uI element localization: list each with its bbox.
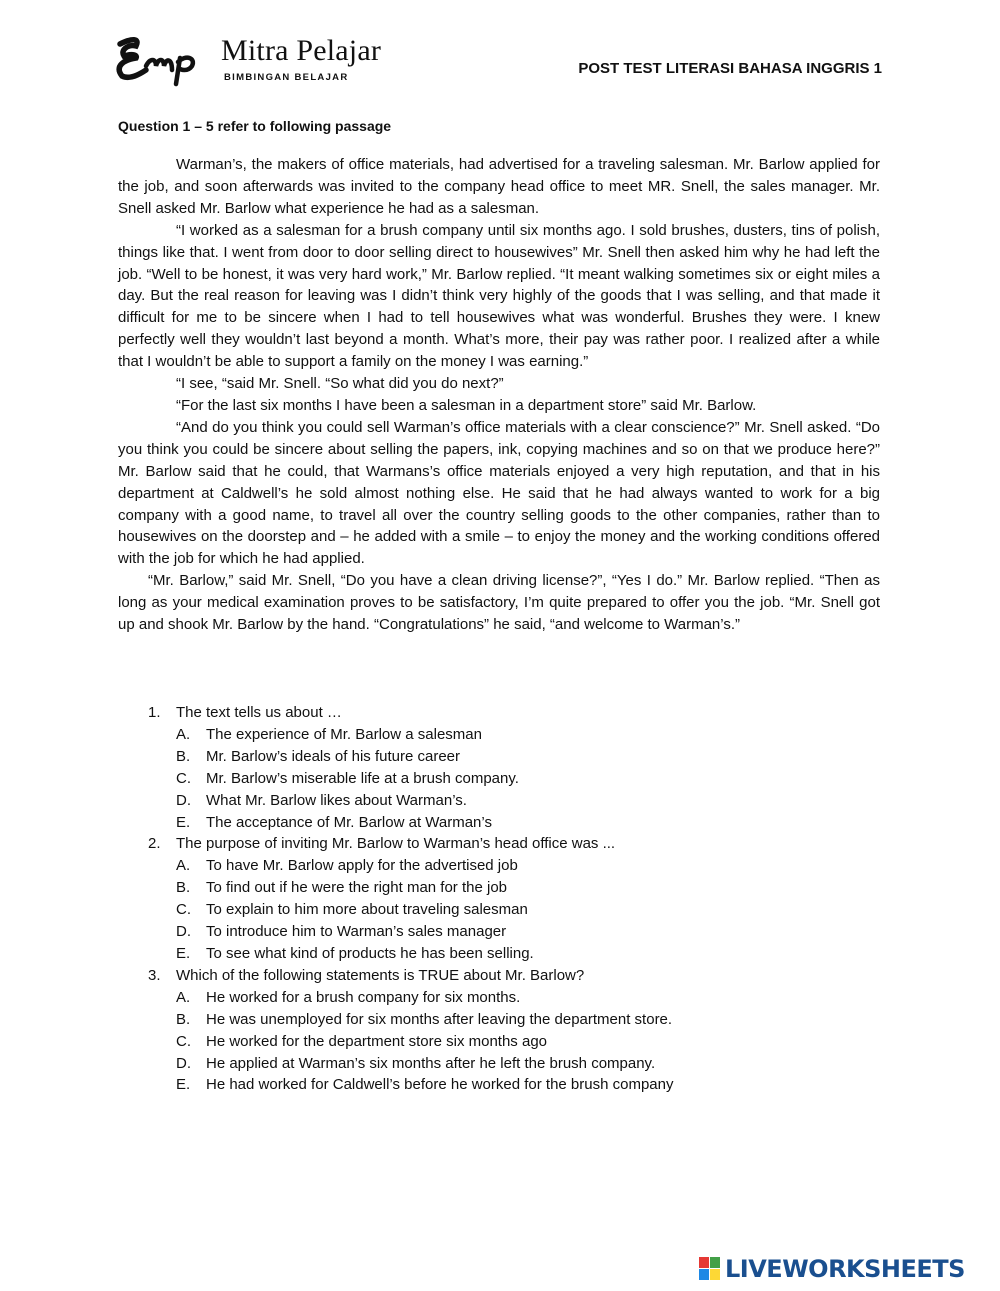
option-letter: B. bbox=[176, 879, 191, 897]
answer-option[interactable] bbox=[118, 790, 880, 812]
answer-option[interactable] bbox=[118, 921, 880, 943]
option-letter: A. bbox=[176, 988, 191, 1006]
answer-option[interactable] bbox=[118, 746, 880, 768]
option-letter: A. bbox=[176, 725, 191, 743]
option-letter: D. bbox=[176, 1054, 191, 1072]
option-letter: B. bbox=[176, 1010, 191, 1028]
answer-option[interactable] bbox=[118, 1031, 880, 1053]
liveworksheets-icon bbox=[699, 1257, 721, 1281]
option-text: He had worked for Caldwell’s before he worked for the brush company bbox=[206, 1076, 674, 1094]
option-letter: B. bbox=[176, 747, 191, 765]
option-letter: E. bbox=[176, 813, 191, 831]
answer-option[interactable] bbox=[118, 768, 880, 790]
option-letter: A. bbox=[176, 857, 191, 875]
option-text: The acceptance of Mr. Barlow at Warman’s bbox=[206, 813, 492, 831]
option-text: Mr. Barlow’s miserable life at a brush company. bbox=[206, 769, 519, 787]
answer-option[interactable] bbox=[118, 987, 880, 1009]
option-text: To introduce him to Warman’s sales manager bbox=[206, 923, 507, 941]
question-item bbox=[118, 702, 880, 833]
option-text: To have Mr. Barlow apply for the advertised job bbox=[206, 857, 518, 875]
question-number: 1. bbox=[148, 704, 161, 721]
option-letter: C. bbox=[176, 769, 191, 787]
question-item bbox=[118, 965, 880, 1096]
option-text: He applied at Warman’s six months after he left the brush company. bbox=[206, 1054, 656, 1072]
answer-option[interactable] bbox=[118, 812, 880, 834]
passage-paragraph: Warman’s, the makers of office materials, had advertised for a traveling salesman. Mr. Barlow applied for the job, and soon afterwards was invited to the company head office to meet MR. Snell, the sales manager. Mr. Snell asked Mr. Barlow what experience he had as a salesman. bbox=[118, 156, 880, 217]
question-text: The text tells us about … bbox=[176, 704, 342, 721]
option-letter: C. bbox=[176, 1032, 191, 1050]
question-number: 2. bbox=[148, 835, 161, 853]
answer-option[interactable] bbox=[118, 943, 880, 965]
passage-paragraph: “I see, “said Mr. Snell. “So what did you do next?” bbox=[176, 375, 504, 393]
option-text: What Mr. Barlow likes about Warman’s. bbox=[206, 791, 467, 809]
question-list bbox=[118, 702, 880, 1096]
option-text: To explain to him more about traveling salesman bbox=[206, 901, 528, 919]
question-number: 3. bbox=[148, 966, 161, 984]
option-text: Mr. Barlow’s ideals of his future career bbox=[206, 747, 460, 765]
question-instruction: Question 1 – 5 refer to following passage bbox=[118, 118, 392, 134]
option-text: He was unemployed for six months after leaving the department store. bbox=[206, 1010, 673, 1028]
answer-option[interactable] bbox=[118, 724, 880, 746]
brand-name: Mitra Pelajar bbox=[221, 34, 382, 67]
option-text: He worked for the department store six months ago bbox=[206, 1032, 548, 1050]
answer-option[interactable] bbox=[118, 899, 880, 921]
passage-paragraph: “And do you think you could sell Warman’s office materials with a clear conscience?” Mr. Snell asked. “Do you think you could be sincere about selling the papers, ink, copying machines and so on that we produce here?” Mr. Barlow said that he could, that Warmans’s office materials enjoyed a very high reputation, and that in his department at Caldwell’s he sold almost nothing else. He said that he had always wanted to work for a big company with a good name, to travel all over the country selling goods to the other companies, rather than to housewives on the doorstep and – he added with a smile – to enjoy the money and the working conditions offered with the job for which he had applied. bbox=[118, 418, 880, 568]
option-letter: D. bbox=[176, 923, 191, 941]
option-letter: E. bbox=[176, 1076, 191, 1094]
option-text: He worked for a brush company for six months. bbox=[206, 988, 521, 1006]
liveworksheets-watermark bbox=[699, 1255, 981, 1283]
option-text: The experience of Mr. Barlow a salesman bbox=[206, 725, 482, 743]
liveworksheets-brand: LIVEWORKSHEETS bbox=[725, 1255, 965, 1283]
passage-paragraph: “Mr. Barlow,” said Mr. Snell, “Do you have a clean driving license?”, “Yes I do.” Mr. Barlow replied. “Then as long as your medical examination proves to be satisfactory, I’m quite prepared to offer you the job. “Mr. Snell got up and shook Mr. Barlow by the hand. “Congratulations” he said, “and welcome to Warman’s.” bbox=[118, 572, 880, 634]
option-letter: C. bbox=[176, 901, 191, 919]
option-text: To see what kind of products he has been selling. bbox=[206, 944, 534, 962]
emp-logo-mark bbox=[100, 36, 212, 88]
option-text: To find out if he were the right man for the job bbox=[206, 879, 508, 897]
answer-option[interactable] bbox=[118, 1053, 880, 1075]
reading-passage bbox=[118, 154, 880, 636]
question-text: The purpose of inviting Mr. Barlow to Warman’s head office was ... bbox=[176, 835, 616, 853]
passage-paragraph: “I worked as a salesman for a brush company until six months ago. I sold brushes, dusters, tins of polish, things like that. I went from door to door selling direct to housewives” Mr. Snell then asked him why he had left the job. “Well to be honest, it was very hard work,” Mr. Barlow replied. “It meant walking sometimes six or eight miles a day. But the real reason for leaving was I didn’t think very highly of the goods that I was selling, and that made it difficult for me to be sincere when I had to tell housewives what was wonderful. Brushes they were. I knew perfectly well they wouldn’t last beyond a month. What’s more, their pay was rather poor. I realized after a while that I wouldn’t be able to support a family on the money I was earning.” bbox=[118, 221, 880, 371]
question-text: Which of the following statements is TRUE about Mr. Barlow? bbox=[176, 966, 585, 984]
answer-option[interactable] bbox=[118, 1074, 880, 1096]
answer-option[interactable] bbox=[118, 855, 880, 877]
answer-option[interactable] bbox=[118, 877, 880, 899]
answer-option[interactable] bbox=[118, 1009, 880, 1031]
passage-paragraph: “For the last six months I have been a salesman in a department store” said Mr. Barlow. bbox=[176, 396, 757, 414]
question-item bbox=[118, 833, 880, 964]
option-letter: D. bbox=[176, 791, 191, 809]
brand-logo bbox=[100, 36, 385, 92]
page-title: POST TEST LITERASI BAHASA INGGRIS 1 bbox=[578, 60, 882, 77]
brand-subtitle: BIMBINGAN BELAJAR bbox=[224, 72, 349, 83]
option-letter: E. bbox=[176, 944, 191, 962]
